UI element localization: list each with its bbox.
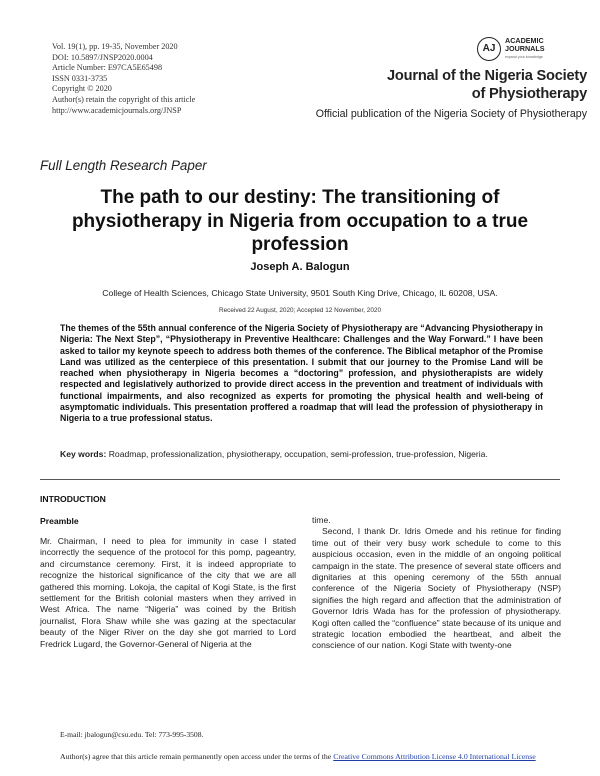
logo-line-2: JOURNALS xyxy=(505,44,545,53)
logo-wordmark xyxy=(505,37,545,53)
body-column-right xyxy=(312,515,561,652)
license-text: Author(s) agree that this article remain permanently open access under the terms of the xyxy=(60,752,332,761)
journal-url: http://www.academicjournals.org/JNSP xyxy=(52,105,182,115)
body-column-left xyxy=(40,536,296,650)
keywords-label: Key words: xyxy=(60,449,107,459)
journal-subtitle: Official publication of the Nigeria Society of Physiotherapy xyxy=(315,108,587,120)
submission-dates: Received 22 August, 2020; Accepted 12 November, 2020 xyxy=(218,307,381,314)
license-link[interactable]: Creative Commons Attribution License 4.0 International License xyxy=(333,752,536,761)
abstract: The themes of the 55th annual conference of the Nigeria Society of Physiotherapy are “Advancing Physiotherapy in Nigeria: The Next Step”, “Physiotherapy in Preventive Healthcare: Challenges and the Way Forward.” I have been asked to tailor my keynote speech to address both themes of the conference. The Biblical metaphor of the Promise Land was utilized as the centerpiece of this presentation. I submit that our journey to the Promise Land will be reached when physiotherapy in Nigeria becomes a “doctoring” profession, and physiotherapists are widely respected and legislatively authorized to provide direct access in the prevention and treatment of individuals with functional impairments, and also recognized as experts for promoting the physical health and well-being of asymptomatic individuals. This presentation proffered a roadmap that will lead the profession of physiotherapy in Nigeria to a true professional status. xyxy=(60,323,543,424)
author-name: Joseph A. Balogun xyxy=(250,261,350,273)
paragraph: Second, I thank Dr. Idris Omede and his retinue for finding time out of their very busy work schedule to come to this auspicious occasion, even in the middle of an ongoing political campaign in the state. The presence of several state officers and dignitaries at this opening ceremony of the 55th annual conference of the Nigeria Society of Physiotherapy (NSP) signifies the high regard and affection that the administration of Governor Idris Wada has for the profession of physiotherapy. Kogi often called the “confluence” state because of its unique and strategic location embodied the heartbeat, and albeit the conscience of our nation. Kogi State with twenty-one xyxy=(312,526,561,651)
article-metadata xyxy=(52,42,302,116)
introduction-heading: INTRODUCTION xyxy=(40,494,106,504)
logo-line-1: ACADEMIC xyxy=(505,36,544,45)
author-affiliation: College of Health Sciences, Chicago State University, 9501 South King Drive, Chicago, IL 60208, USA. xyxy=(102,288,498,298)
copyright: Copyright © 2020 xyxy=(52,84,112,94)
journal-title-line-2: of Physiotherapy xyxy=(471,85,587,102)
keywords-list: Roadmap, professionalization, physiotherapy, occupation, semi-profession, true-profession, Nigeria. xyxy=(108,449,488,459)
journal-title xyxy=(387,68,587,103)
issn: ISSN 0331-3735 xyxy=(52,73,108,83)
paper-type: Full Length Research Paper xyxy=(40,158,207,173)
paper-title: The path to our destiny: The transitioning of physiotherapy in Nigeria from occupation to a true profession xyxy=(71,187,529,256)
copyright-notice: Author(s) retain the copyright of this article xyxy=(52,94,196,104)
corresponding-email: E-mail: jbalogun@csu.edu. Tel: 773-995-3508. xyxy=(60,730,204,739)
license-notice xyxy=(60,751,565,763)
publisher-logo xyxy=(477,36,587,66)
logo-tagline: expand your knowledge xyxy=(505,55,543,59)
paragraph: Mr. Chairman, I need to plea for immunity in case I stated incorrectly the sequence of the protocol for this pomp, pageantry, and circumstance ceremony. First, it is indeed appropriate to recognize the historical significance of the city that we are all gathered this morning. Lokoja, the capital of Kogi State, is the first settlement for the British colonial masters when they arrived in West Africa. The name “Nigeria” was coined by the British journalist, Flora Shaw while she was gazing at the spectacular beauty of the Niger River on the day she got married to Lord Fredrick Lugard, the Governor-General of Nigeria at the xyxy=(40,536,296,649)
doi: DOI: 10.5897/JNSP2020.0004 xyxy=(52,52,153,62)
aj-logo-icon: AJ xyxy=(477,37,501,61)
preamble-heading: Preamble xyxy=(40,516,79,526)
section-divider xyxy=(40,479,560,480)
keywords xyxy=(60,449,543,460)
journal-title-line-1: Journal of the Nigeria Society xyxy=(387,68,587,84)
article-number: Article Number: E97CA5E65498 xyxy=(52,63,163,73)
paragraph-continuation: time. xyxy=(312,515,331,525)
volume-info: Vol. 19(1), pp. 19-35, November 2020 xyxy=(52,42,178,51)
